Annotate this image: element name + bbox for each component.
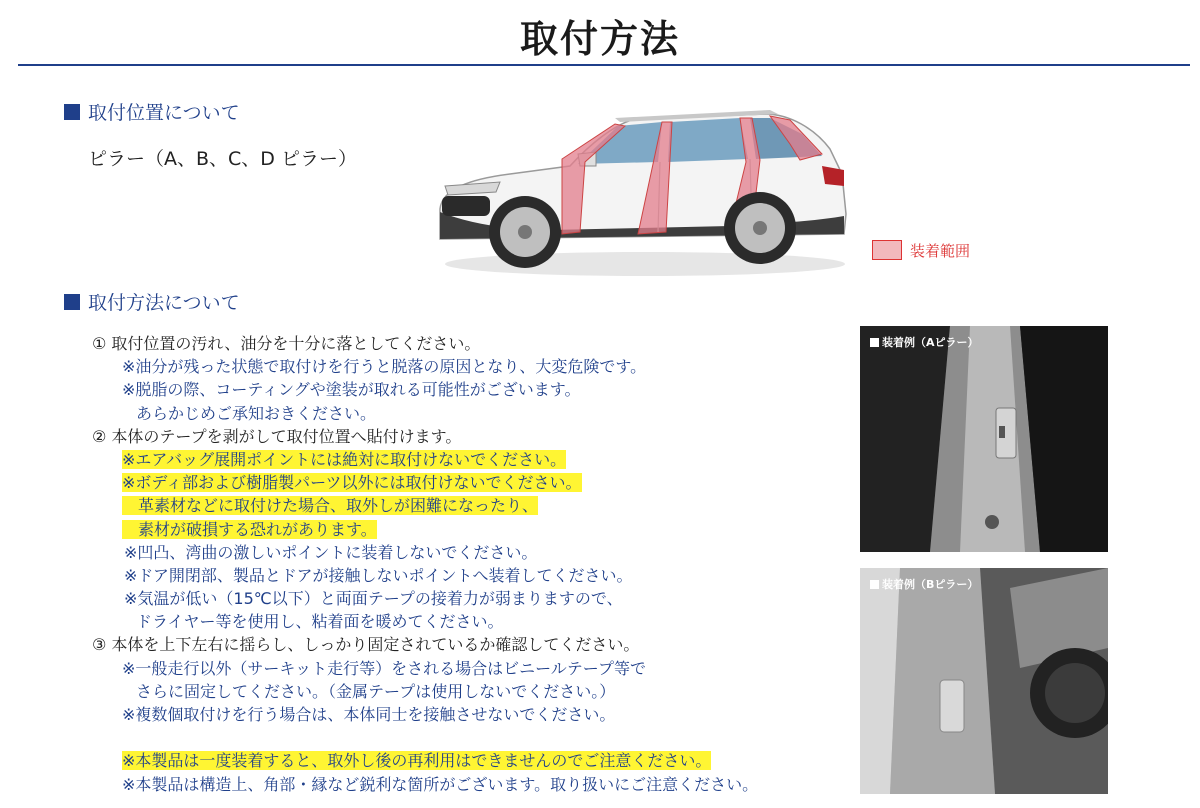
note-text: ※本製品は構造上、角部・縁など鋭利な箇所がございます。取り扱いにご注意ください。 (122, 774, 759, 794)
title-divider (18, 64, 1190, 66)
note-text: ※脱脂の際、コーティングや塗装が取れる可能性がございます。 (122, 380, 581, 400)
note-text: ※本製品は一度装着すると、取外し後の再利用はできませんのでご注意ください。 (122, 751, 712, 771)
step-text: ① 取付位置の汚れ、油分を十分に落としてください。 (92, 334, 481, 353)
b-pillar-photo-image (860, 568, 1108, 794)
note-text: ※一般走行以外（サーキット走行等）をされる場合はビニールテープ等で (122, 658, 646, 678)
instruction-line (92, 448, 872, 471)
note-text: ※ドア開閉部、製品とドアが接触しないポイントへ装着してください。 (124, 565, 633, 585)
instruction-line (92, 332, 872, 355)
note-text: ※ボディ部および樹脂製パーツ以外には取付けないでください。 (122, 473, 582, 493)
photo-label-b (870, 576, 978, 592)
instruction-line (92, 494, 872, 517)
instruction-line (92, 355, 872, 378)
step-text: ③ 本体を上下左右に揺らし、しっかり固定されているか確認してください。 (92, 635, 640, 655)
section-heading-method-text: 取付方法について (88, 292, 240, 314)
photo-label-box-icon (870, 338, 879, 347)
a-pillar-photo-image (860, 326, 1108, 552)
photo-label-a (870, 334, 979, 350)
instruction-line (92, 425, 872, 448)
note-text: ※気温が低い（15℃以下）と両面テープの接着力が弱まりますので、 (124, 589, 623, 609)
instruction-line (92, 471, 872, 494)
example-photo-a-pillar (860, 326, 1108, 552)
section-heading-method (64, 288, 240, 315)
pillar-description: ピラー（A、B、C、D ピラー） (88, 148, 357, 170)
photo-label-box-icon (870, 580, 879, 589)
note-text: 素材が破損する恐れがあります。 (122, 519, 377, 539)
instruction-line (92, 378, 872, 401)
note-text: ※油分が残った状態で取付けを行うと脱落の原因となり、大変危険です。 (122, 357, 647, 377)
legend-label: 装着範囲 (910, 242, 971, 260)
instruction-line (92, 680, 872, 703)
note-text: 革素材などに取付けた場合、取外しが困難になったり、 (122, 496, 539, 516)
square-bullet-icon (64, 294, 80, 310)
note-text: ※凹凸、湾曲の激しいポイントに装着しないでください。 (124, 542, 538, 562)
instruction-line (92, 518, 872, 541)
legend-swatch (872, 240, 902, 260)
instruction-line (92, 610, 872, 633)
instruction-line (92, 541, 872, 564)
example-photo-b-pillar (860, 568, 1108, 794)
range-legend (872, 240, 970, 261)
car-illustration (430, 104, 860, 284)
photo-label-b-text: 装着例（Bピラー） (882, 578, 979, 591)
instruction-line (92, 402, 872, 425)
instruction-line (92, 587, 872, 610)
step-text: ② 本体のテープを剥がして取付位置へ貼付けます。 (92, 426, 462, 446)
note-text: あらかじめご承知おきください。 (136, 403, 377, 423)
page-title: 取付方法 (519, 17, 680, 61)
instruction-line (92, 564, 872, 587)
note-text: ドライヤー等を使用し、粘着面を暖めてください。 (136, 612, 504, 632)
instruction-steps (92, 332, 872, 796)
note-text: ※エアバッグ展開ポイントには絶対に取付けないでください。 (122, 449, 567, 469)
instruction-line (92, 633, 872, 656)
square-bullet-icon (64, 104, 80, 120)
instruction-line (92, 749, 872, 772)
section-heading-position-text: 取付位置について (88, 102, 240, 124)
note-text: ※複数個取付けを行う場合は、本体同士を接触させないでください。 (122, 705, 616, 724)
instruction-line (92, 703, 872, 726)
photo-label-a-text: 装着例（Aピラー） (882, 336, 979, 349)
section-heading-position (64, 98, 240, 125)
note-text: さらに固定してください。（金属テープは使用しないでください。） (136, 681, 616, 701)
blank-line (92, 726, 872, 749)
instruction-line (92, 657, 872, 680)
instruction-line (92, 773, 872, 796)
